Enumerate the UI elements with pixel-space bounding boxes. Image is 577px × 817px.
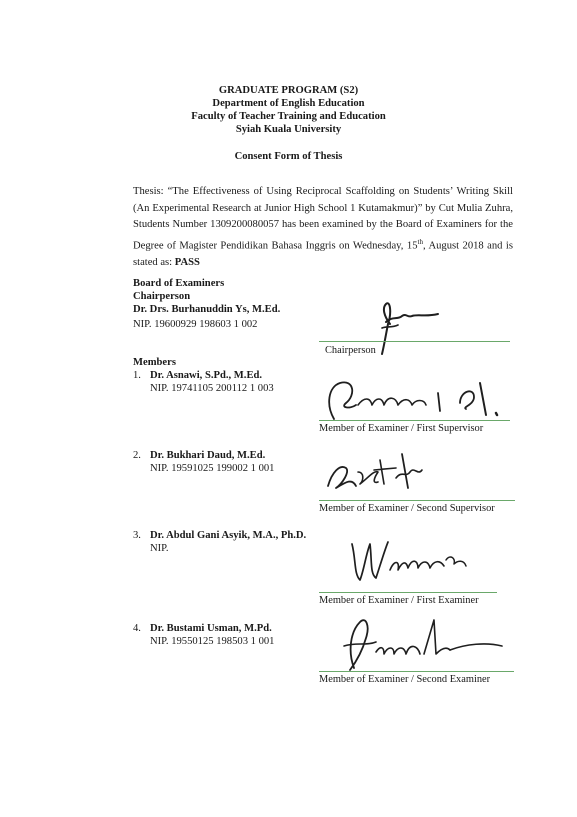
member-nip: NIP. 19741105 200112 1 003	[150, 383, 274, 394]
faculty-name: Faculty of Teacher Training and Education	[191, 111, 386, 122]
member3-signature	[340, 530, 470, 590]
form-title: Consent Form of Thesis	[234, 151, 343, 162]
member-caption: Member of Examiner / Second Examiner	[319, 674, 491, 685]
member3-signature-line	[319, 592, 497, 593]
chairperson-signature	[368, 298, 448, 358]
member1-signature-line	[319, 420, 510, 421]
thesis-result: PASS	[174, 256, 200, 268]
chair-caption: Chairperson	[325, 345, 376, 356]
member-caption: Member of Examiner / First Examiner	[319, 595, 479, 606]
thesis-text-after: , August 2018 and is stated as:	[133, 240, 513, 268]
thesis-text: Thesis: “The Effectiveness of Using Reciprocal Scaffolding on Students’ Writing Skill (An Experimental Research at Junior High School 1 Kutamakmur)” by Cut Mulia Zuhra, Students Number 1309200080057 has been examined by the Board of Examiners for the Degree of Magister Pendidikan Bahasa Inggris on Wednesday, 15	[133, 186, 513, 252]
member-caption: Member of Examiner / Second Supervisor	[319, 503, 495, 514]
member-number: 1.	[133, 370, 141, 381]
member-nip: NIP. 19550125 198503 1 001	[150, 636, 275, 647]
chair-signature-line	[319, 341, 510, 342]
board-heading: Board of Examiners	[133, 278, 225, 289]
member-name: Dr. Bukhari Daud, M.Ed.	[150, 450, 266, 461]
thesis-statement	[133, 184, 513, 271]
member-number: 4.	[133, 623, 141, 634]
member-name: Dr. Bustami Usman, M.Pd.	[150, 623, 272, 634]
member4-signature-line	[319, 671, 514, 672]
member-nip: NIP. 19591025 199002 1 001	[150, 463, 275, 474]
member2-signature-line	[319, 500, 515, 501]
department-name: Department of English Education	[212, 98, 365, 109]
chair-nip: NIP. 19600929 198603 1 002	[133, 319, 258, 330]
member1-signature	[320, 375, 510, 425]
member-number: 3.	[133, 530, 141, 541]
date-suffix: th	[417, 237, 423, 246]
members-heading: Members	[133, 357, 176, 368]
chair-heading: Chairperson	[133, 291, 191, 302]
university-name: Syiah Kuala University	[235, 124, 342, 135]
member4-signature	[336, 612, 506, 674]
member-caption: Member of Examiner / First Supervisor	[319, 423, 484, 434]
member-nip: NIP.	[150, 543, 169, 554]
member-number: 2.	[133, 450, 141, 461]
member-name: Dr. Asnawi, S.Pd., M.Ed.	[150, 370, 263, 381]
chair-name: Dr. Drs. Burhanuddin Ys, M.Ed.	[133, 304, 281, 315]
member-name: Dr. Abdul Gani Asyik, M.A., Ph.D.	[150, 530, 307, 541]
member2-signature	[318, 448, 438, 498]
program-title: GRADUATE PROGRAM (S2)	[218, 85, 359, 96]
